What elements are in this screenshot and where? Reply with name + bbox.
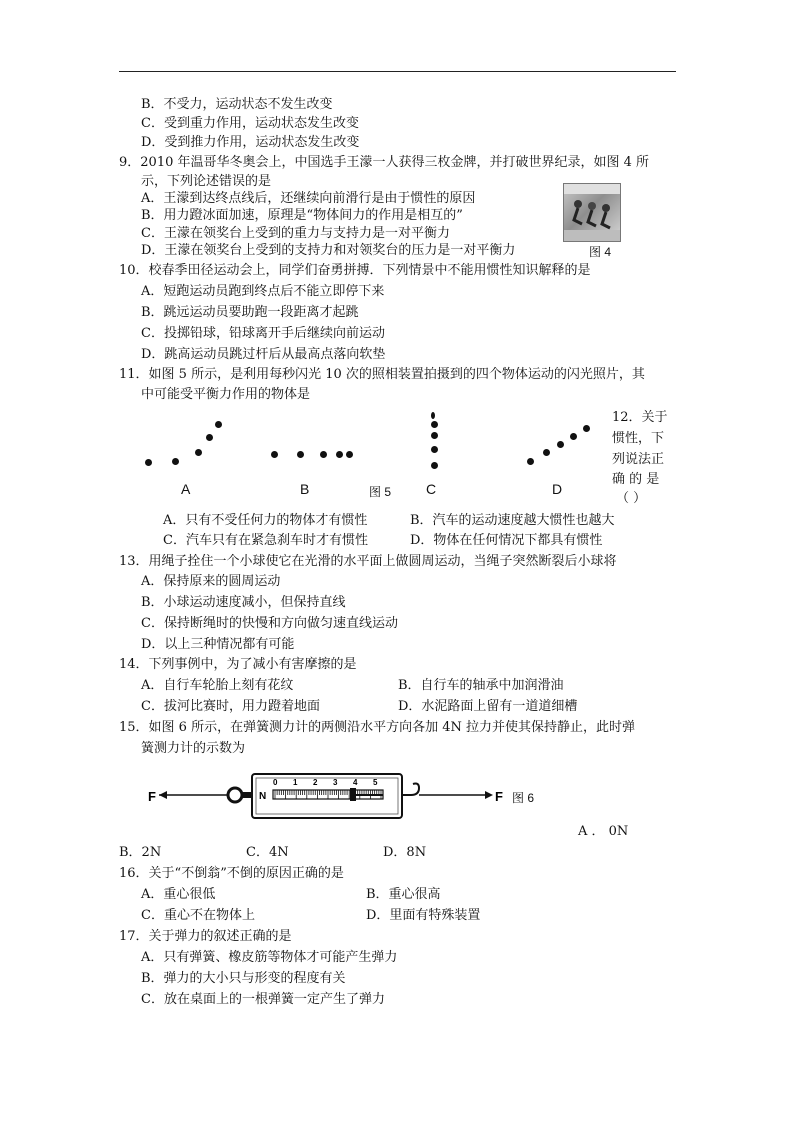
q15-option-b: B．2N — [119, 845, 162, 860]
q15-option-c: C．4N — [246, 845, 289, 860]
fig5-c-dot — [431, 432, 438, 439]
q12-stem-part1: 12．关于 — [612, 410, 668, 425]
q12-option-c: C．汽车只有在紧急刹车时才有惯性 — [163, 533, 368, 548]
q13-option-d: D．以上三种情况都有可能 — [141, 637, 295, 652]
fig6-caption: 图 6 — [512, 791, 535, 805]
fig6-tick-0: 0 — [273, 778, 278, 787]
q14-stem: 14．下列事例中，为了减小有害摩擦的是 — [119, 657, 357, 672]
q17-option-a: A．只有弹簧、橡皮筋等物体才可能产生弹力 — [141, 950, 398, 965]
fig5-d-dot — [570, 433, 577, 440]
q9-option-a: A．王濛到达终点线后，还继续向前滑行是由于惯性的原因 — [141, 191, 476, 206]
fig5-c-dot — [431, 421, 438, 428]
q8-option-b: B．不受力，运动状态不发生改变 — [141, 97, 333, 112]
fig6-pointer — [350, 788, 356, 801]
fig4-photo — [563, 183, 621, 242]
header-rule — [119, 71, 676, 72]
fig5-label-b: B — [300, 481, 310, 497]
fig6-tick-1: 1 — [293, 778, 298, 787]
q8-option-d: D．受到推力作用，运动状态发生改变 — [141, 135, 360, 150]
fig5-b-dot — [297, 451, 304, 458]
q14-option-c: C．拔河比赛时，用力蹬着地面 — [141, 699, 320, 714]
q12-option-d: D．物体在任何情况下都具有惯性 — [410, 533, 603, 548]
q9-option-d: D．王濛在领奖台上受到的支持力和对领奖台的压力是一对平衡力 — [141, 243, 516, 258]
fig5-c-dot — [431, 462, 438, 469]
q9-option-c: C．王濛在领奖台上受到的重力与支持力是一对平衡力 — [141, 226, 450, 241]
q14-option-d: D．水泥路面上留有一道道细槽 — [398, 699, 578, 714]
q12-stem-part2: 惯性，下 — [612, 431, 665, 446]
fig5-b-dot — [320, 451, 327, 458]
q14-option-b: B．自行车的轴承中加润滑油 — [398, 678, 564, 693]
fig5-d-dot — [583, 425, 590, 432]
q16-option-a: A．重心很低 — [141, 887, 216, 902]
fig6-tick-4: 4 — [353, 778, 358, 787]
fig5-d-dot — [527, 458, 534, 465]
fig5-b-dot — [346, 451, 353, 458]
fig5-a-dot — [206, 434, 213, 441]
q13-option-c: C．保持断绳时的快慢和方向做匀速直线运动 — [141, 616, 398, 631]
left-arrow-icon — [159, 791, 167, 799]
fig5-a-dot — [172, 458, 179, 465]
q12-stem-part4: 确 的 是 — [612, 472, 660, 487]
fig6-spring-balance — [145, 768, 545, 824]
q15-option-d: D．8N — [383, 845, 427, 860]
q10-option-d: D．跳高运动员跳过杆后从最高点落向软垫 — [141, 347, 386, 362]
fig6-tick-5: 5 — [373, 778, 378, 787]
fig5-a-dot — [145, 459, 152, 466]
q17-option-b: B．弹力的大小只与形变的程度有关 — [141, 971, 346, 986]
q12-answer-blank: （ ） — [616, 491, 647, 506]
fig5-a-dot — [215, 421, 222, 428]
fig4-caption: 图 4 — [589, 245, 612, 259]
q10-option-c: C．投掷铅球，铅球离开手后继续向前运动 — [141, 326, 385, 341]
fig5-c-dot — [431, 446, 438, 453]
fig5-label-a: A — [181, 481, 191, 497]
q15-stem-line2: 簧测力计的示数为 — [141, 741, 246, 756]
q15-option-a: A ． 0N — [578, 824, 629, 839]
fig5-d-dot — [543, 449, 550, 456]
q16-option-b: B．重心很高 — [366, 887, 441, 902]
fig5-d-dot — [557, 441, 564, 448]
q17-option-c: C．放在桌面上的一根弹簧一定产生了弹力 — [141, 992, 385, 1007]
fig6-tick-2: 2 — [313, 778, 318, 787]
q13-option-a: A．保持原来的圆周运动 — [141, 574, 281, 589]
q17-stem: 17．关于弹力的叙述正确的是 — [119, 929, 292, 944]
q14-option-a: A．自行车轮胎上刻有花纹 — [141, 678, 294, 693]
q8-option-c: C．受到重力作用，运动状态发生改变 — [141, 116, 359, 131]
q10-option-b: B．跳远运动员要助跑一段距离才起跳 — [141, 305, 359, 320]
fig6-right-force-label: F — [495, 789, 503, 804]
skaters-image-icon — [564, 184, 620, 241]
right-arrow-icon — [485, 791, 493, 799]
q10-stem: 10．校春季田径运动会上，同学们奋勇拼搏．下列情景中不能用惯性知识解释的是 — [119, 263, 591, 278]
q13-stem: 13．用绳子拴住一个小球使它在光滑的水平面上做圆周运动，当绳子突然断裂后小球将 — [119, 554, 617, 569]
q13-option-b: B．小球运动速度减小，但保持直线 — [141, 595, 346, 610]
q12-option-a: A．只有不受任何力的物体才有惯性 — [163, 513, 368, 528]
q12-stem-part3: 列说法正 — [612, 452, 665, 467]
q9-stem-line1: 9．2010 年温哥华冬奥会上，中国选手王濛一人获得三枚金牌，并打破世界纪录，如图 4 所 — [119, 155, 650, 170]
ring-icon — [228, 788, 242, 802]
fig5-a-dot — [195, 449, 202, 456]
q15-stem-line1: 15．如图 6 所示，在弹簧测力计的两侧沿水平方向各加 4N 拉力并使其保持静止，此时弹 — [119, 720, 635, 735]
fig5-label-d: D — [552, 481, 563, 497]
fig5-caption: 图 5 — [369, 485, 392, 499]
q16-stem: 16．关于“不倒翁”不倒的原因正确的是 — [119, 866, 344, 881]
hook-icon — [402, 784, 419, 796]
q10-option-a: A．短跑运动员跑到终点后不能立即停下来 — [141, 284, 385, 299]
fig5-b-dot — [271, 451, 278, 458]
q16-option-d: D．里面有特殊装置 — [366, 908, 481, 923]
q16-option-c: C．重心不在物体上 — [141, 908, 255, 923]
fig5-b-dot — [336, 451, 343, 458]
q12-option-b: B．汽车的运动速度越大惯性也越大 — [410, 513, 615, 528]
fig6-scale-unit: N — [259, 791, 267, 802]
fig6-left-force-label: F — [148, 789, 156, 804]
q11-stem-line1: 11．如图 5 所示，是利用每秒闪光 10 次的照相装置拍摄到的四个物体运动的闪光照片，其 — [119, 367, 645, 382]
q9-stem-line2: 示，下列论述错误的是 — [141, 174, 272, 189]
q11-stem-line2: 中可能受平衡力作用的物体是 — [141, 387, 311, 402]
q9-option-b: B．用力蹬冰面加速，原理是“物体间力的作用是相互的” — [141, 208, 463, 223]
fig5-c-dot — [431, 412, 435, 419]
fig6-tick-3: 3 — [333, 778, 338, 787]
fig5-label-c: C — [426, 481, 437, 497]
